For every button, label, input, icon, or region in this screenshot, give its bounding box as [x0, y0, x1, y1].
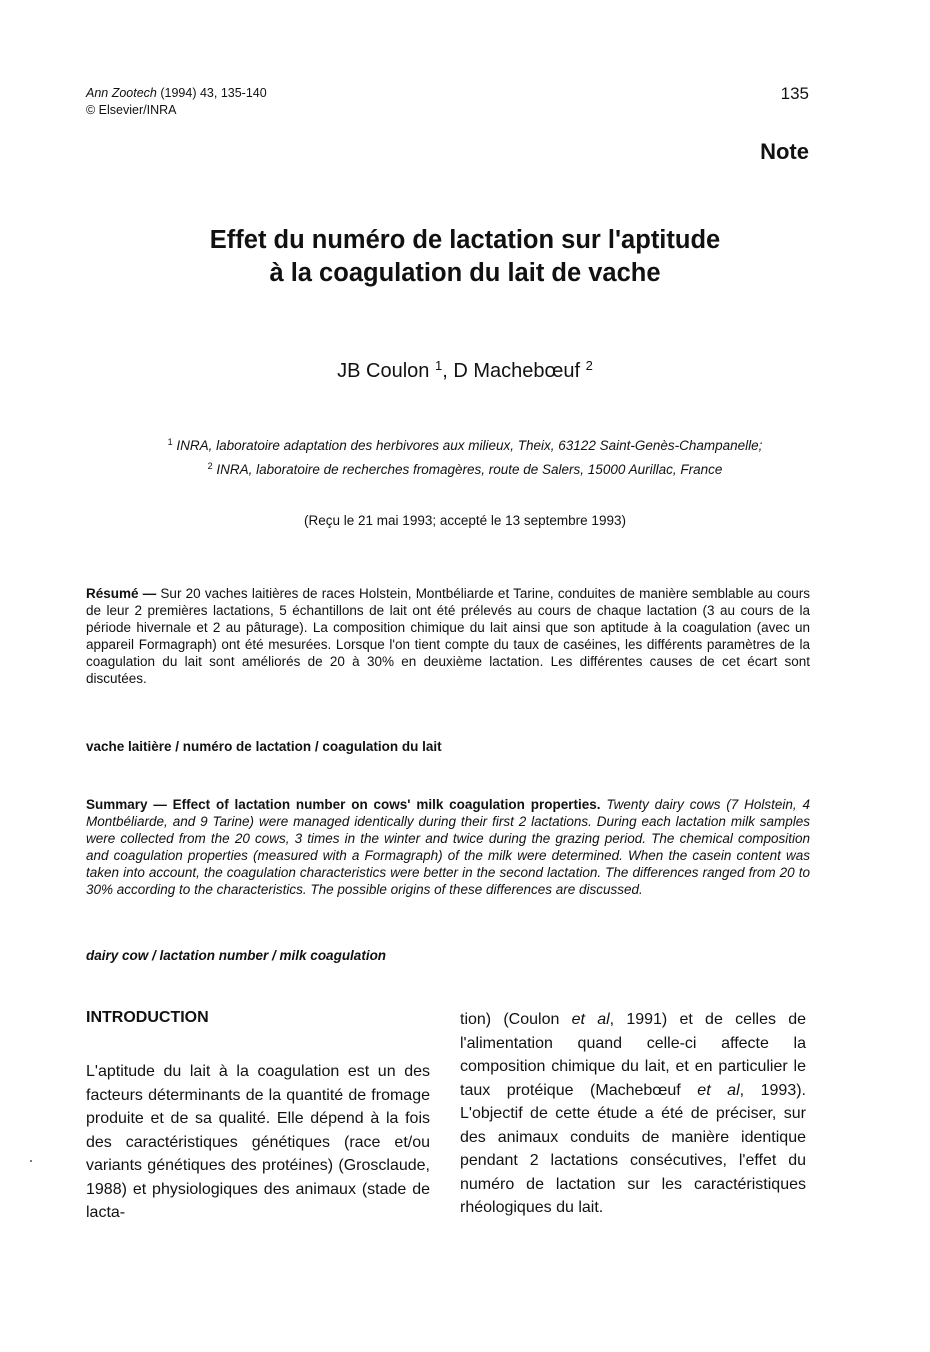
summary-english-text: Twenty dairy cows (7 Holstein, 4 Montbéliarde, and 9 Tarine) were managed identically during their first 2 lactations. During each lactation milk samples were collected from the 20 cows, 3 times in the winter and twice during the grazing period. The chemical composition and coagulation properties (measured with a Formagraph) of the milk were determined. When the casein content was taken into account, the coagulation characteristics were better in the second lactation. The differences ranged from 20 to 30% according to the characteristics. The possible origins of these differences are discussed.: [86, 797, 810, 897]
introduction-paragraph-left: L'aptitude du lait à la coagulation est un des facteurs déterminants de la quantité de fromage produite et de sa qualité. Elle dépend à la fois des caractéristiques génétiques (race et/ou variants génétiques des protéines) (Grosclaude, 1988) et physiologiques des animaux (stade de lacta-: [86, 1063, 430, 1221]
keywords-french: vache laitière / numéro de lactation / coagulation du lait: [86, 739, 442, 754]
article-title-line-2: à la coagulation du lait de vache: [269, 259, 661, 287]
affiliations: [60, 432, 870, 480]
intro-right-text-1: tion) (Coulon: [460, 1011, 572, 1028]
introduction-heading: INTRODUCTION: [86, 1009, 209, 1026]
abstract-french: [86, 585, 810, 687]
keywords-english: dairy cow / lactation number / milk coagulation: [86, 948, 387, 963]
intro-right-text-2: , 1991) et de celles de l'alimentation quand celle-ci affecte la composition chimique du lait, et en particulier le taux protéique (Machebœuf: [460, 1011, 807, 1099]
received-dates: (Reçu le 21 mai 1993; accepté le 13 septembre 1993): [304, 513, 626, 528]
affiliation-2-text: INRA, laboratoire de recherches fromagères, route de Salers, 15000 Aurillac, France: [212, 462, 723, 477]
article-title-line-1: Effet du numéro de lactation sur l'aptitude: [209, 226, 721, 254]
intro-right-text-3: , 1993). L'objectif de cette étude a été de préciser, sur des animaux conduits de manière identique pendant 2 lactations consécutives, l'effet du numéro de lactation sur les caractéristiques rhéologiques du lait.: [460, 1081, 806, 1216]
journal-citation: [86, 85, 267, 119]
article-type-label: Note: [760, 139, 809, 164]
author-list: [0, 358, 930, 383]
summary-english-label: Summary — Effect of lactation number on cows' milk coagulation properties.: [86, 797, 601, 812]
intro-right-etal-1: et al: [571, 1011, 610, 1028]
abstract-french-text: Sur 20 vaches laitières de races Holstein, Montbéliarde et Tarine, conduites de manière semblable au cours de leur 2 premières lactations, 5 échantillons de lait ont été prélevés au cours de chaque lactation (3 au cours de la période hivernale et 2 au pâturage). La composition chimique du lait ainsi que son aptitude à la coagulation (avec un appareil Formagraph) ont été mesurées. Lorsque l'on tient compte du taux de caséines, les différents paramètres de la coagulation du lait sont améliorés de 20 à 30% en deuxième lactation. Les différentes causes de cet écart sont discutées.: [86, 586, 810, 686]
author-separator: ,: [442, 360, 454, 382]
author-1: JB Coulon: [337, 360, 430, 382]
introduction-left-column: [86, 1060, 430, 1225]
intro-right-etal-2: et al: [697, 1081, 740, 1099]
affiliation-2: [60, 456, 870, 480]
author-1-affiliation-marker: 1: [434, 358, 443, 373]
affiliation-1: [60, 432, 870, 456]
affiliation-1-text: INRA, laboratoire adaptation des herbivores aux milieux, Theix, 63122 Saint-Genès-Champanelle;: [172, 438, 763, 453]
journal-volume-pages: (1994) 43, 135-140: [156, 86, 267, 100]
author-2: D Machebœuf: [453, 360, 581, 382]
page-number: 135: [780, 84, 809, 103]
copyright-line: © Elsevier/INRA: [86, 103, 177, 117]
introduction-right-column: [460, 1008, 806, 1220]
affiliation-1-marker: 1: [167, 437, 173, 447]
article-title: [60, 224, 870, 290]
journal-name: Ann Zootech: [86, 86, 157, 100]
author-2-affiliation-marker: 2: [585, 358, 593, 373]
affiliation-2-marker: 2: [207, 461, 213, 471]
scan-speck: [30, 1160, 32, 1162]
abstract-french-label: Résumé —: [86, 586, 157, 601]
introduction-paragraph-right: [460, 1008, 806, 1220]
summary-english: [86, 796, 810, 898]
